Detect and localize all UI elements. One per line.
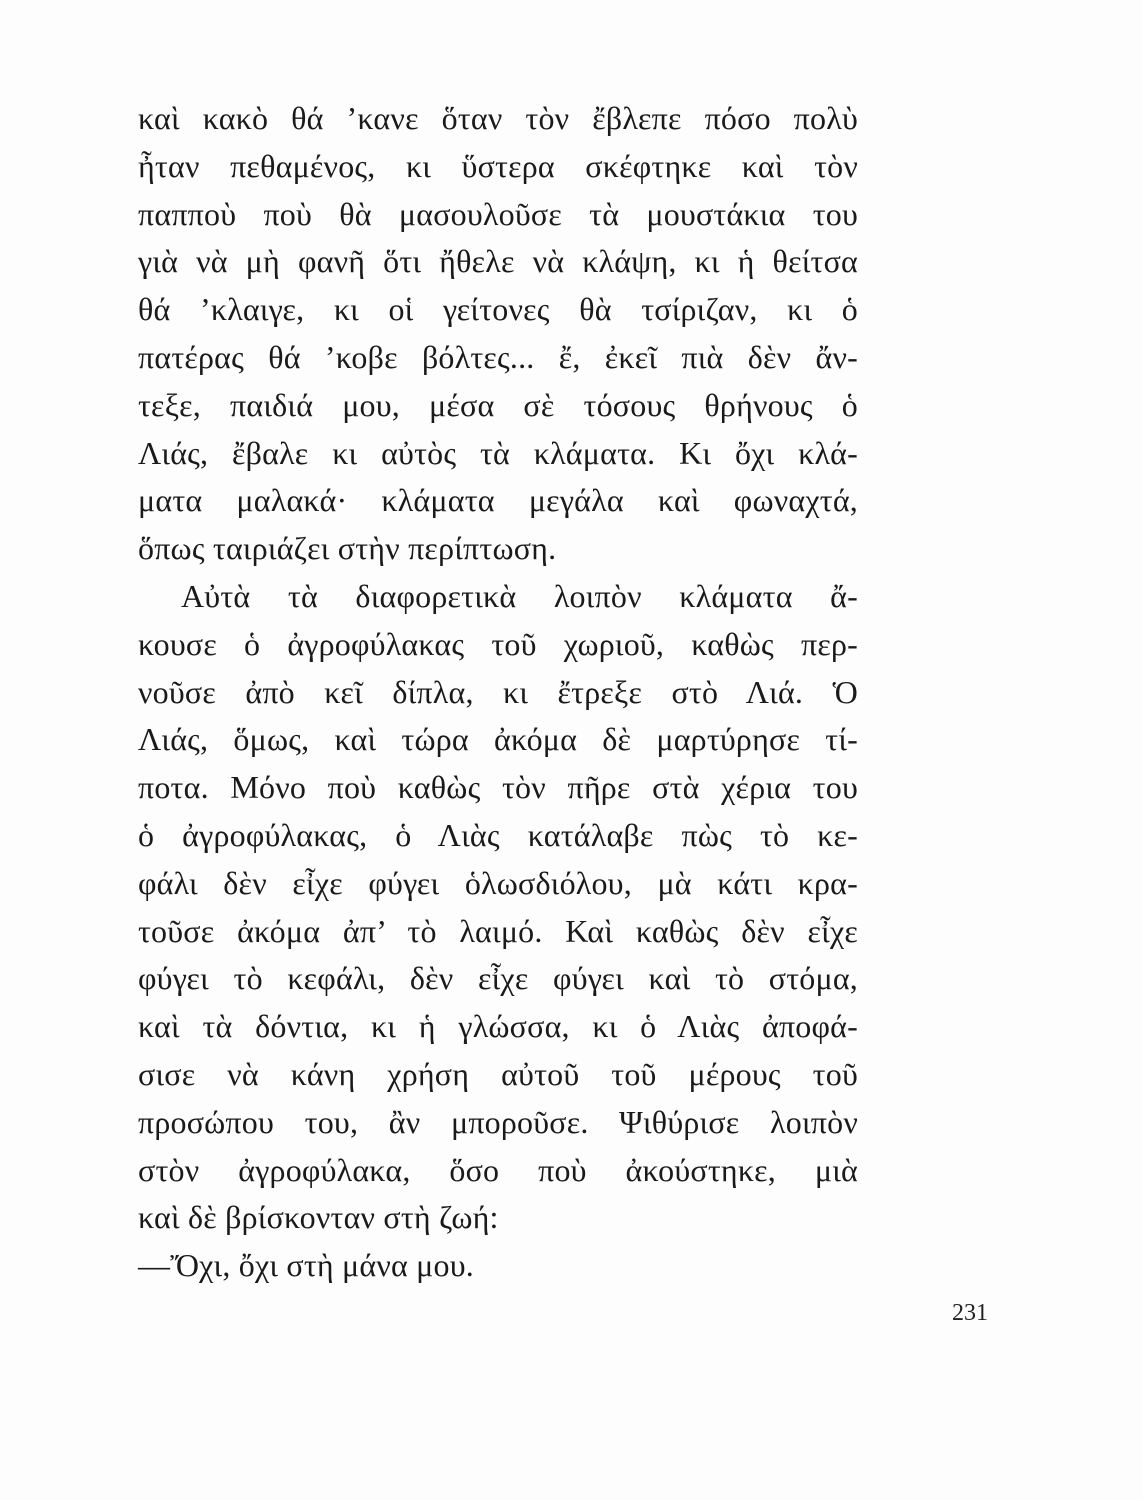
- text-line: νοῦσε ἀπὸ κεῖ δίπλα, κι ἔτρεξε στὸ Λιά. Ὁ: [138, 673, 858, 710]
- text-line: θά ’κλαιγε, κι οἱ γείτονες θὰ τσίριζαν, κι ὁ: [138, 291, 858, 328]
- text-line: ὁ ἀγροφύλακας, ὁ Λιὰς κατάλαβε πὼς τὸ κε-: [138, 816, 858, 853]
- text-line: γιὰ νὰ μὴ φανῆ ὅτι ἤθελε νὰ κλάψη, κι ἡ θείτσα: [138, 243, 858, 280]
- text-line: καὶ τὰ δόντια, κι ἡ γλώσσα, κι ὁ Λιὰς ἀποφά-: [138, 1008, 858, 1045]
- text-line: φύγει τὸ κεφάλι, δὲν εἶχε φύγει καὶ τὸ στόμα,: [138, 960, 858, 997]
- text-line: τοῦσε ἀκόμα ἀπ’ τὸ λαιμό. Καὶ καθὼς δὲν εἶχε: [138, 912, 858, 949]
- text-line: Λιάς, ἔβαλε κι αὐτὸς τὰ κλάματα. Κι ὄχι κλά-: [138, 434, 858, 471]
- text-line: Λιάς, ὅμως, καὶ τώρα ἀκόμα δὲ μαρτύρησε τί-: [138, 721, 858, 758]
- text-line: πατέρας θά ’κοβε βόλτες... ἔ, ἐκεῖ πιὰ δὲν ἄν-: [138, 338, 858, 375]
- text-line: ἦταν πεθαμένος, κι ὕστερα σκέφτηκε καὶ τὸν: [138, 147, 858, 184]
- text-line: ματα μαλακά· κλάματα μεγάλα καὶ φωναχτά,: [138, 482, 858, 519]
- text-line: τεξε, παιδιά μου, μέσα σὲ τόσους θρήνους ὁ: [138, 386, 858, 423]
- text-line: ποτα. Μόνο ποὺ καθὼς τὸν πῆρε στὰ χέρια του: [138, 769, 858, 806]
- text-line: φάλι δὲν εἶχε φύγει ὁλωσδιόλου, μὰ κάτι κρα-: [138, 864, 858, 901]
- text-line: ὅπως ταιριάζει στὴν περίπτωση.: [138, 530, 557, 567]
- text-line: σισε νὰ κάνη χρήση αὐτοῦ τοῦ μέρους τοῦ: [138, 1055, 858, 1092]
- text-line: καὶ δὲ βρίσκονταν στὴ ζωή:: [138, 1199, 499, 1236]
- text-line: παπποὺ ποὺ θὰ μασουλοῦσε τὰ μουστάκια του: [138, 195, 858, 232]
- text-line: Αὐτὰ τὰ διαφορετικὰ λοιπὸν κλάματα ἄ-: [181, 577, 858, 614]
- text-line: προσώπου του, ἂν μποροῦσε. Ψιθύρισε λοιπὸν: [138, 1103, 858, 1140]
- text-line: κουσε ὁ ἀγροφύλακας τοῦ χωριοῦ, καθὼς περ-: [138, 625, 858, 662]
- page-number: 231: [952, 1300, 988, 1326]
- text-line: —Ὄχι, ὄχι στὴ μάνα μου.: [138, 1247, 474, 1284]
- text-line: καὶ κακὸ θά ’κανε ὅταν τὸν ἔβλεπε πόσο πολὺ: [138, 100, 858, 136]
- text-line: στὸν ἀγροφύλακα, ὅσο ποὺ ἀκούστηκε, μιὰ: [138, 1151, 858, 1188]
- body-text: [138, 95, 858, 1290]
